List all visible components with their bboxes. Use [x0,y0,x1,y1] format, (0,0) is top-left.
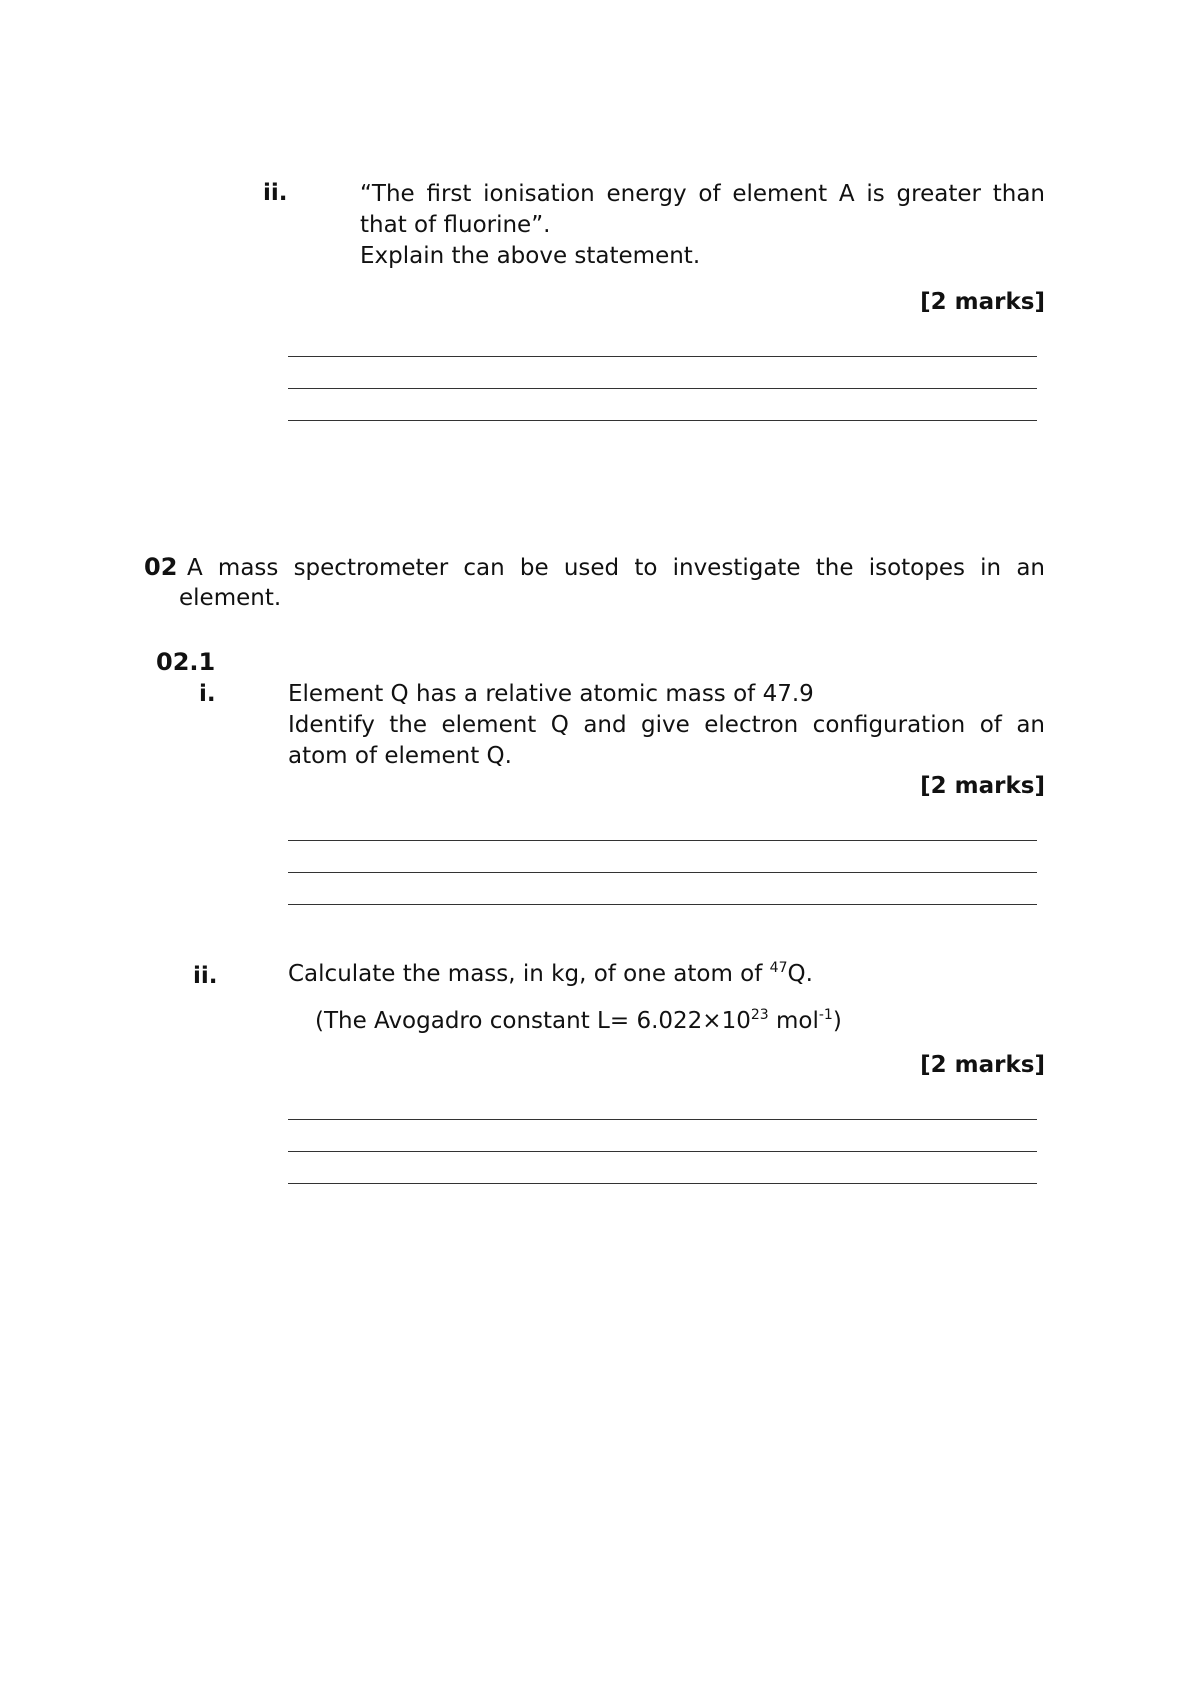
answer-line[interactable] [288,1119,1037,1120]
isotope-mass-number: 47 [769,960,788,976]
avogadro-constant-exponent: 23 [750,1007,769,1023]
q2-sub-ii-question [288,961,813,987]
q2-sub-i-marks: [2 marks] [920,773,1045,799]
avogadro-constant-note [315,1008,842,1034]
q2-sub-i-text [288,679,1045,772]
q2-sub-i-label: i. [199,681,216,707]
q2-part-label: 02.1 [156,648,216,676]
q2-sub-i-line3: atom of element Q. [288,743,512,769]
answer-line[interactable] [288,904,1037,905]
q2-sub-ii-question-suffix: Q. [787,961,813,987]
answer-line[interactable] [288,388,1037,389]
unit-exponent: -1 [818,1007,833,1023]
answer-line[interactable] [288,420,1037,421]
q1-sub-ii-line2: that of fluorine”. [360,212,551,238]
answer-line[interactable] [288,356,1037,357]
q1-sub-ii-line1: “The first ionisation energy of element A is greater than [360,181,1045,207]
answer-line[interactable] [288,1183,1037,1184]
q1-sub-ii-label: ii. [263,180,288,206]
q2-number: 02 [144,553,178,581]
q2-stem-line1: A mass spectrometer can be used to investigate the isotopes in an [187,555,1045,581]
q2-sub-i-line1: Element Q has a relative atomic mass of 47.9 [288,681,814,707]
q2-sub-ii-question-prefix: Calculate the mass, in kg, of one atom of [288,961,770,987]
q2-stem-line2: element. [179,585,282,611]
q2-sub-ii-label: ii. [193,963,218,989]
avogadro-constant-close: ) [832,1008,842,1034]
answer-line[interactable] [288,840,1037,841]
q1-sub-ii-marks: [2 marks] [920,289,1045,315]
q1-sub-ii-line3: Explain the above statement. [360,243,701,269]
avogadro-constant-prefix: (The Avogadro constant L= 6.022×10 [315,1008,751,1034]
q2-sub-ii-marks: [2 marks] [920,1052,1045,1078]
q2-sub-i-line2: Identify the element Q and give electron configuration of an [288,712,1045,738]
answer-line[interactable] [288,872,1037,873]
answer-line[interactable] [288,1151,1037,1152]
q1-sub-ii-text [360,179,1045,272]
avogadro-constant-unit: mol [768,1008,819,1034]
